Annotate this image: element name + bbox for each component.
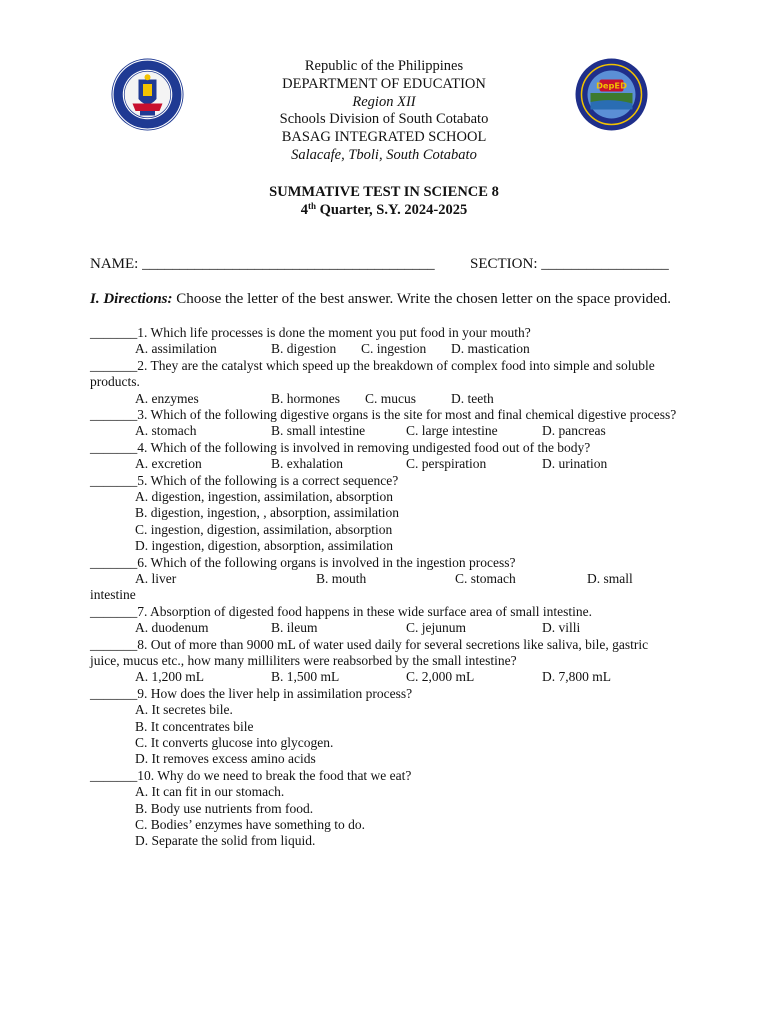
- choice-b: B. Body use nutrients from food.: [135, 800, 314, 816]
- choice-d: D. small: [587, 571, 633, 587]
- choice-row: [90, 571, 680, 587]
- question-stem: _______4. Which of the following is involved in removing undigested food out of the body?: [90, 439, 591, 455]
- quarter-number: 4: [300, 201, 309, 218]
- choice-row: [90, 391, 680, 407]
- letterhead: [0, 58, 768, 165]
- section-field[interactable]: SECTION: _________________: [470, 256, 669, 272]
- test-title-main: SUMMATIVE TEST IN SCIENCE 8: [269, 184, 499, 200]
- question-stem: _______8. Out of more than 9000 mL of water used daily for several secretions like saliva, bile, gastric juice, mucus etc., how many milliliters were reabsorbed by the small intestine?: [90, 636, 649, 669]
- question-5: [90, 473, 680, 555]
- choice-d: D. 7,800 mL: [542, 669, 611, 685]
- choice-c: C. perspiration: [406, 456, 487, 472]
- choice-b: B. 1,500 mL: [271, 669, 340, 685]
- choice-b: B. hormones: [271, 390, 340, 406]
- choice-d: D. Separate the solid from liquid.: [135, 833, 316, 849]
- choice-b: B. small intestine: [271, 423, 366, 439]
- choice-d: D. teeth: [451, 390, 494, 406]
- question-stem: _______5. Which of the following is a correct sequence?: [90, 472, 399, 488]
- student-info-row: [90, 255, 690, 273]
- choice-b: B. ileum: [271, 620, 318, 636]
- choice-d: D. It removes excess amino acids: [135, 751, 316, 767]
- test-title-quarter: [0, 202, 768, 220]
- choice-c: C. stomach: [455, 571, 516, 587]
- header-school: BASAG INTEGRATED SCHOOL: [281, 129, 487, 146]
- quarter-superscript: th: [308, 200, 317, 211]
- choice-b: B. digestion, ingestion, , absorption, assimilation: [135, 505, 399, 521]
- choice-d: D. ingestion, digestion, absorption, assimilation: [135, 538, 393, 554]
- question-list: [90, 325, 680, 850]
- choice-d: D. urination: [542, 456, 608, 472]
- question-3: [90, 407, 680, 440]
- question-6: [90, 555, 680, 604]
- choice-c: C. jejunum: [406, 620, 466, 636]
- choice-row: [90, 423, 680, 439]
- choice-c: C. 2,000 mL: [406, 669, 475, 685]
- choice-row: [90, 620, 680, 636]
- choice-c: C. It converts glucose into glycogen.: [135, 735, 334, 751]
- question-stem: _______6. Which of the following organs is involved in the ingestion process?: [90, 554, 516, 570]
- choice-a: A. enzymes: [135, 390, 199, 406]
- question-stem: _______7. Absorption of digested food happens in these wide surface area of small intestine.: [90, 603, 593, 619]
- header-region: Region XII: [352, 93, 416, 110]
- header-republic: Republic of the Philippines: [304, 58, 464, 74]
- choice-c: C. ingestion, digestion, assimilation, absorption: [135, 521, 393, 537]
- header-address: Salacafe, Tboli, South Cotabato: [291, 146, 477, 163]
- choice-a: A. digestion, ingestion, assimilation, absorption: [135, 489, 393, 504]
- question-1: [90, 325, 680, 358]
- choice-d: D. pancreas: [542, 423, 606, 439]
- question-stem: _______1. Which life processes is done the moment you put food in your mouth?: [90, 325, 531, 340]
- choice-a: A. stomach: [135, 423, 197, 439]
- question-stem: _______10. Why do we need to break the food that we eat?: [90, 767, 412, 783]
- test-title: [0, 184, 768, 220]
- choice-d-continued: intestine: [90, 587, 136, 603]
- choice-d: D. villi: [542, 620, 581, 636]
- choice-c: C. mucus: [365, 390, 417, 406]
- question-stem: _______9. How does the liver help in assimilation process?: [90, 685, 413, 701]
- choice-d: D. mastication: [451, 341, 530, 357]
- choice-c: C. Bodies’ enzymes have something to do.: [135, 817, 365, 833]
- choice-row: [90, 669, 680, 685]
- header-division: Schools Division of South Cotabato: [279, 111, 489, 128]
- choice-a: A. duodenum: [135, 620, 209, 636]
- name-field[interactable]: NAME: _______________________________________: [90, 256, 435, 272]
- choice-c: C. ingestion: [361, 341, 427, 357]
- choice-a: A. It can fit in our stomach.: [135, 784, 285, 800]
- choice-row: [90, 456, 680, 472]
- question-8: [90, 637, 680, 686]
- directions-label: I. Directions:: [90, 291, 173, 307]
- choice-c: C. large intestine: [406, 423, 498, 439]
- question-stem: _______2. They are the catalyst which speed up the breakdown of complex food into simple and soluble products.: [90, 357, 655, 390]
- directions: [90, 290, 690, 308]
- choice-b: B. It concentrates bile: [135, 718, 254, 734]
- question-4: [90, 440, 680, 473]
- choice-b: B. digestion: [271, 341, 337, 357]
- header-department: DEPARTMENT OF EDUCATION: [282, 75, 486, 92]
- question-7: [90, 604, 680, 637]
- question-2: [90, 358, 680, 407]
- choice-a: A. It secretes bile.: [135, 702, 233, 718]
- choice-row: [90, 341, 680, 357]
- choice-a: A. liver: [135, 571, 177, 587]
- choice-a: A. assimilation: [135, 341, 217, 357]
- question-10: [90, 768, 680, 850]
- quarter-text: Quarter, S.Y. 2024-2025: [316, 201, 468, 218]
- directions-text: Choose the letter of the best answer. Write the chosen letter on the space provided.: [172, 291, 672, 307]
- right-seal-text: DepED: [596, 80, 627, 91]
- choice-a: A. excretion: [135, 456, 202, 472]
- choice-a: A. 1,200 mL: [135, 669, 204, 685]
- question-stem: _______3. Which of the following digestive organs is the site for most and final chemical digestive process?: [90, 407, 677, 422]
- choice-b: B. exhalation: [271, 456, 343, 472]
- choice-b: B. mouth: [316, 571, 367, 587]
- question-9: [90, 686, 680, 768]
